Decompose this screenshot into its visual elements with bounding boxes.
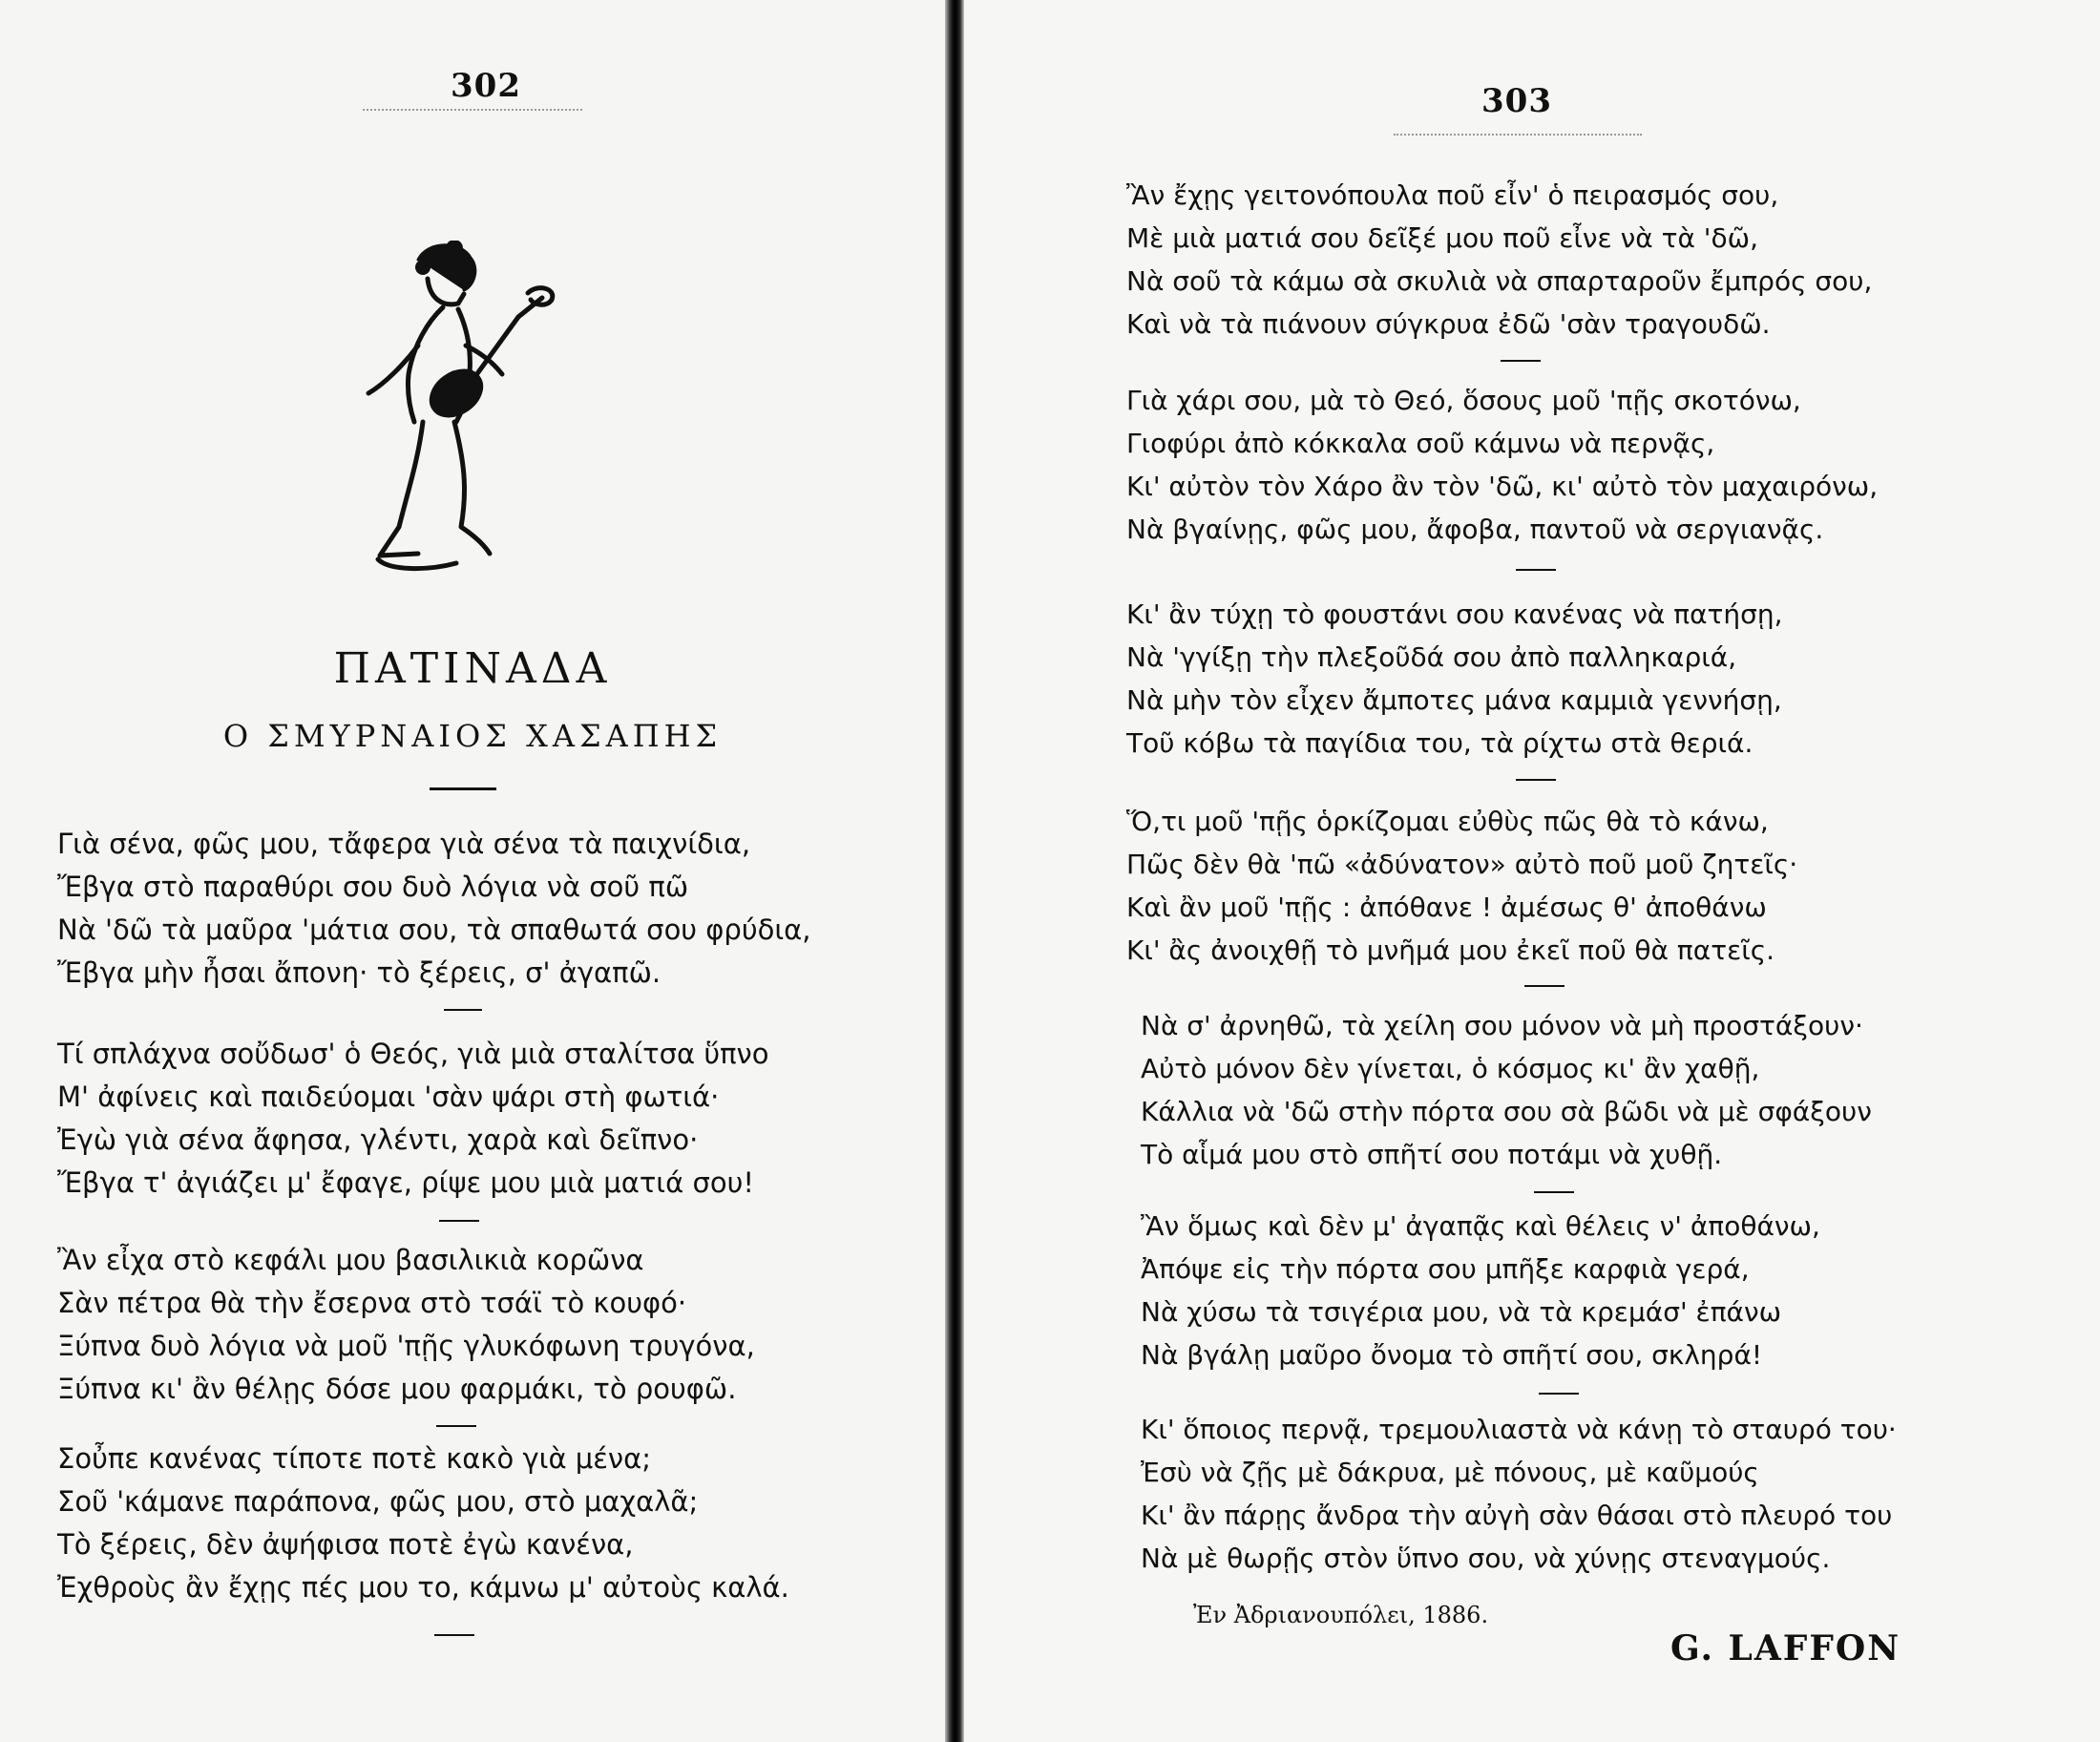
verse-line: Καὶ ἂν μοῦ 'πῇς : ἀπόθανε ! ἀμέσως θ' ἀποθάνω: [1126, 892, 1767, 923]
verse-line: Ἀπόψε εἰς τὴν πόρτα σου μπῆξε καρφιὰ γερά,: [1141, 1253, 1750, 1285]
verse-line: Κι' ἂν πάρῃς ἄνδρα τὴν αὐγὴ σὰν θάσαι στὸ πλευρό του: [1141, 1500, 1893, 1531]
stanza-rule: [439, 1220, 479, 1222]
poem-title: ΠΑΤΙΝΑΔΑ: [333, 644, 612, 693]
lute-player-illustration: [351, 241, 590, 580]
stanza-rule: [1534, 1191, 1574, 1193]
page-number-right: 303: [1481, 82, 1552, 120]
verse-line: Μὲ μιὰ ματιά σου δεῖξέ μου ποῦ εἶνε νὰ τὰ 'δῶ,: [1126, 222, 1758, 254]
verse-line: Σοὖπε κανένας τίποτε ποτὲ κακὸ γιὰ μένα;: [57, 1442, 651, 1475]
verse-line: Τὸ ξέρεις, δὲν ἀψήφισα ποτὲ ἐγὼ κανένα,: [57, 1528, 634, 1561]
verse-line: Νὰ βγάλῃ μαῦρο ὄνομα τὸ σπῆτί σου, σκληρά!: [1141, 1339, 1763, 1371]
verse-line: Καὶ νὰ τὰ πιάνουν σύγκρυα ἐδῶ 'σὰν τραγουδῶ.: [1126, 308, 1771, 340]
stanza-rule: [1539, 1393, 1579, 1395]
verse-line: Ἐσὺ νὰ ζῇς μὲ δάκρυα, μὲ πόνους, μὲ καῦμούς: [1141, 1457, 1759, 1488]
right-page: [964, 0, 2100, 1742]
verse-line: Νὰ σ' ἀρνηθῶ, τὰ χείλη σου μόνον νὰ μὴ προστάξουν·: [1141, 1010, 1863, 1041]
verse-line: Νὰ 'γγίξῃ τὴν πλεξοῦδά σου ἀπὸ παλληκαριά,: [1126, 641, 1737, 673]
left-stanza-2: [57, 1033, 769, 1205]
verse-line: Αὐτὸ μόνον δὲν γίνεται, ὁ κόσμος κι' ἂν χαθῇ,: [1141, 1053, 1760, 1084]
left-stanza-4: [57, 1438, 789, 1609]
stanza-rule: [1516, 569, 1556, 571]
right-stanza-2: [1126, 379, 1878, 551]
title-rule: [430, 787, 496, 790]
verse-line: Τί σπλάχνα σοὔδωσ' ὁ Θεός, γιὰ μιὰ σταλίτσα ὕπνο: [57, 1038, 769, 1070]
verse-line: Σοῦ 'κάμανε παράπονα, φῶς μου, στὸ μαχαλᾶ;: [57, 1485, 699, 1518]
verse-line: Μ' ἀφίνεις καὶ παιδεύομαι 'σὰν ψάρι στὴ φωτιά·: [57, 1081, 720, 1113]
verse-line: Ξύπνα δυὸ λόγια νὰ μοῦ 'πῇς γλυκόφωνη τρυγόνα,: [57, 1330, 755, 1362]
verse-line: Ἔβγα στὸ παραθύρι σου δυὸ λόγια νὰ σοῦ πῶ: [57, 871, 689, 903]
verse-line: Ἔβγα τ' ἀγιάζει μ' ἔφαγε, ρίψε μου μιὰ ματιά σου!: [57, 1166, 754, 1199]
poem-subtitle: Ο ΣΜΥΡΝΑΙΟΣ ΧΑΣΑΠΗΣ: [222, 718, 723, 754]
stanza-rule: [436, 1425, 476, 1427]
verse-line: Τοῦ κόβω τὰ παγίδια του, τὰ ρίχτω στὰ θεριά.: [1126, 727, 1754, 759]
right-stanza-6: [1141, 1205, 1820, 1376]
verse-line: Ἐγὼ γιὰ σένα ἄφησα, γλέντι, χαρὰ καὶ δεῖπνο·: [57, 1123, 699, 1156]
verse-line: Γιὰ σένα, φῶς μου, τἄφερα γιὰ σένα τὰ παιχνίδια,: [57, 828, 751, 860]
verse-line: Ἐχθροὺς ἂν ἔχῃς πές μου το, κάμνω μ' αὐτοὺς καλά.: [57, 1571, 789, 1604]
verse-line: Κι' ὅποιος περνᾷ, τρεμουλιαστὰ νὰ κάνῃ τὸ σταυρό του·: [1141, 1414, 1897, 1445]
left-stanza-3: [57, 1239, 755, 1411]
verse-line: Γιοφύρι ἀπὸ κόκκαλα σοῦ κάμνω νὰ περνᾷς,: [1126, 428, 1715, 459]
place-date: Ἐν Ἀδριανουπόλει, 1886.: [1193, 1602, 1489, 1628]
book-spine: [945, 0, 964, 1742]
right-stanza-3: [1126, 593, 1783, 765]
verse-line: Σὰν πέτρα θὰ τὴν ἔσερνα στὸ τσάϊ τὸ κουφό·: [57, 1287, 687, 1319]
right-stanza-1: [1126, 174, 1872, 346]
verse-line: Ἔβγα μὴν ἦσαι ἄπονη· τὸ ξέρεις, σ' ἀγαπῶ.: [57, 956, 662, 989]
author-signature: G. LAFFON: [1670, 1628, 1901, 1669]
header-dotted-rule: [1394, 134, 1642, 136]
verse-line: Ἂν ἔχῃς γειτονόπουλα ποῦ εἶν' ὁ πειρασμός σου,: [1126, 179, 1779, 211]
verse-line: Κι' ἂν τύχῃ τὸ φουστάνι σου κανένας νὰ πατήσῃ,: [1126, 598, 1783, 630]
stanza-rule: [1501, 360, 1541, 362]
left-stanza-1: [57, 823, 811, 995]
right-stanza-4: [1126, 800, 1797, 972]
verse-line: Ὅ,τι μοῦ 'πῇς ὁρκίζομαι εὐθὺς πῶς θὰ τὸ κάνω,: [1126, 806, 1769, 837]
verse-line: Γιὰ χάρι σου, μὰ τὸ Θεό, ὅσους μοῦ 'πῇς σκοτόνω,: [1126, 385, 1801, 416]
stanza-rule: [1516, 779, 1556, 781]
verse-line: Κι' αὐτὸν τὸν Χάρο ἂν τὸν 'δῶ, κι' αὐτὸ τὸν μαχαιρόνω,: [1126, 471, 1879, 502]
right-stanza-7: [1141, 1408, 1897, 1580]
verse-line: Νὰ μὴν τὸν εἶχεν ἄμποτες μάνα καμμιὰ γεννήσῃ,: [1126, 684, 1782, 716]
header-dotted-rule: [363, 109, 582, 111]
stanza-rule: [434, 1634, 474, 1636]
left-page: [0, 0, 945, 1742]
verse-line: Κάλλια νὰ 'δῶ στὴν πόρτα σου σὰ βῶδι νὰ μὲ σφάξουν: [1141, 1096, 1872, 1127]
verse-line: Νὰ βγαίνῃς, φῶς μου, ἄφοβα, παντοῦ νὰ σεργιανᾷς.: [1126, 514, 1824, 545]
right-stanza-5: [1141, 1004, 1872, 1176]
verse-line: Πῶς δὲν θὰ 'πῶ «ἀδύνατον» αὐτὸ ποῦ μοῦ ζητεῖς·: [1126, 849, 1798, 880]
verse-line: Τὸ αἷμά μου στὸ σπῆτί σου ποτάμι νὰ χυθῇ.: [1141, 1139, 1723, 1170]
verse-line: Νὰ χύσω τὰ τσιγέρια μου, νὰ τὰ κρεμάσ' ἐπάνω: [1141, 1296, 1782, 1328]
verse-line: Ἂν εἶχα στὸ κεφάλι μου βασιλικιὰ κορῶνα: [57, 1244, 644, 1276]
verse-line: Ξύπνα κι' ἂν θέλῃς δόσε μου φαρμάκι, τὸ ρουφῶ.: [57, 1373, 737, 1405]
verse-line: Νὰ μὲ θωρῇς στὸν ὕπνο σου, νὰ χύνῃς στεναγμούς.: [1141, 1543, 1831, 1574]
page-number-left: 302: [451, 67, 521, 105]
verse-line: Νὰ σοῦ τὰ κάμω σὰ σκυλιὰ νὰ σπαρταροῦν ἔμπρός σου,: [1126, 265, 1873, 297]
stanza-rule: [1524, 985, 1564, 987]
stanza-rule: [444, 1009, 482, 1011]
verse-line: Κι' ἂς ἀνοιχθῇ τὸ μνῆμά μου ἐκεῖ ποῦ θὰ πατεῖς.: [1126, 934, 1775, 966]
verse-line: Ἂν ὅμως καὶ δὲν μ' ἀγαπᾷς καὶ θέλεις ν' ἀποθάνω,: [1141, 1210, 1820, 1242]
verse-line: Νὰ 'δῶ τὰ μαῦρα 'μάτια σου, τὰ σπαθωτά σου φρύδια,: [57, 913, 811, 946]
